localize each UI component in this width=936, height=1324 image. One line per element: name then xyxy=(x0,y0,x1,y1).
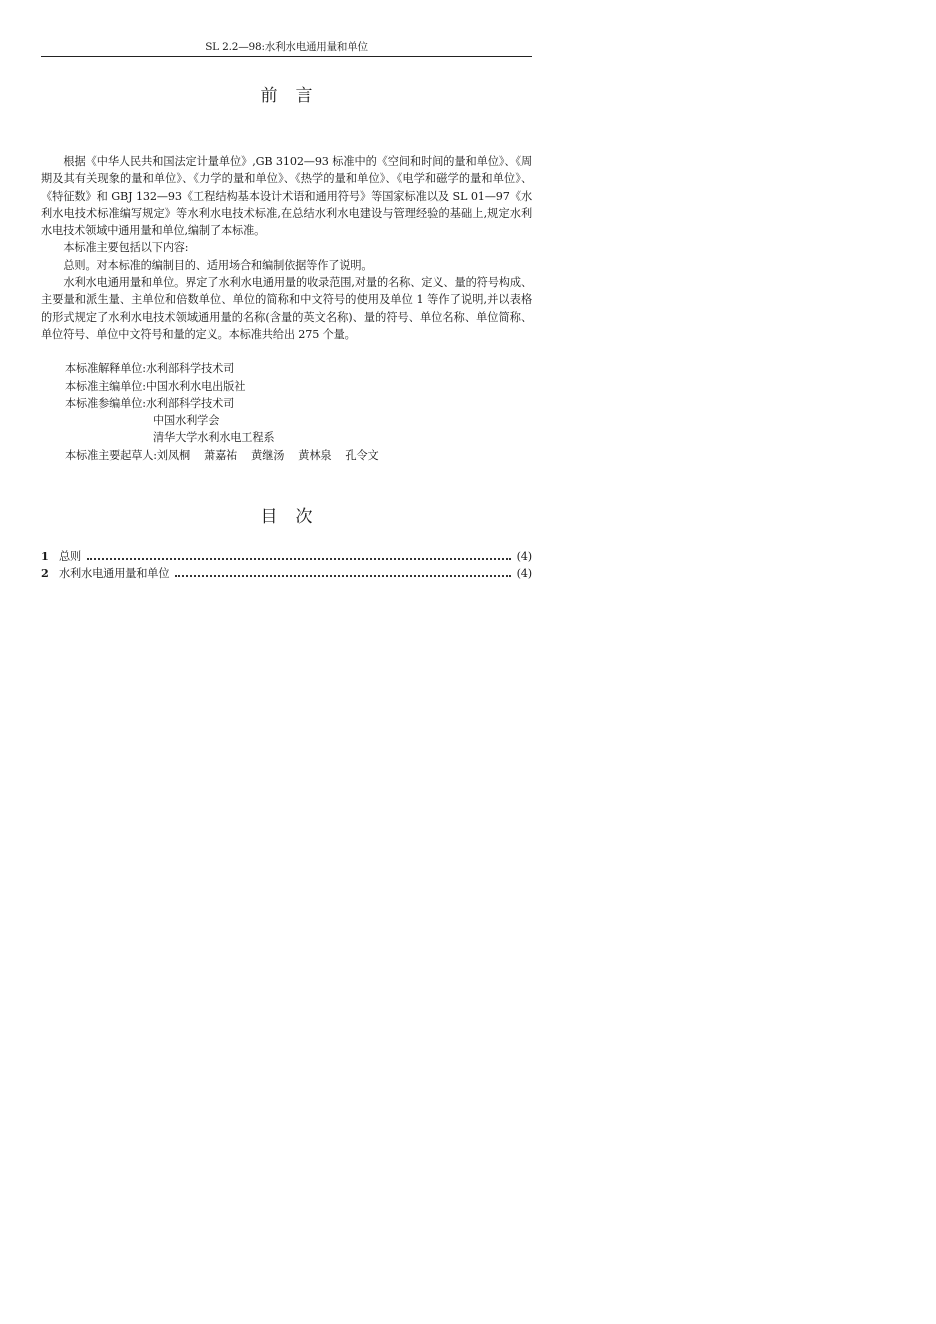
toc-entry-label: 水利水电通用量和单位 xyxy=(59,567,170,581)
preface-body xyxy=(41,153,532,343)
chief-unit-value: 中国水利水电出版社 xyxy=(145,379,246,393)
drafter-name: 刘凤桐 xyxy=(156,448,191,462)
toc-entry-page: (4) xyxy=(516,550,532,564)
preface-paragraph: 根据《中华人民共和国法定计量单位》,GB 3102—93 标准中的《空间和时间的量和单位》、《周期及其有关现象的量和单位》、《力学的量和单位》、《热学的量和单位》、《电学和磁学的量和单位》、《特征数》和 GBJ 132—93《工程结构基本设计术语和通用符号》等国家标准以及 SL 01—97《水利水电技术标准编写规定》等水利水电技术标准,在总结水利水电建设与管理经验的基础上,规定水利水电技术领域中通用量和单位,编制了本标准。 xyxy=(41,155,532,238)
chief-unit-line xyxy=(41,378,532,395)
toc-entry[interactable] xyxy=(41,565,532,582)
toc-entry-number: 1 xyxy=(41,549,49,564)
toc-title-char: 次 xyxy=(295,507,313,528)
preface-title-char: 言 xyxy=(295,86,313,106)
interpreting-unit-line xyxy=(41,360,532,377)
drafters-label: 本标准主要起草人: xyxy=(65,448,157,462)
toc-title-char: 目 xyxy=(260,507,278,528)
running-header: SL 2.2—98:水利水电通用量和单位 xyxy=(41,40,532,57)
preface-title-char: 前 xyxy=(260,86,278,106)
participating-unit-value: 水利部科学技术司 xyxy=(145,396,235,410)
participating-unit-value: 中国水利学会 xyxy=(153,414,220,428)
drafter-name: 萧嘉祐 xyxy=(204,448,238,462)
drafters-line xyxy=(41,447,532,464)
table-of-contents xyxy=(41,548,532,583)
participating-unit-line xyxy=(41,395,532,412)
toc-leader-dots xyxy=(87,558,511,560)
toc-entry-label: 总则 xyxy=(59,550,82,564)
chief-unit-label: 本标准主编单位: xyxy=(65,379,146,393)
toc-leader-dots xyxy=(175,575,510,577)
toc-entry[interactable] xyxy=(41,548,532,565)
document-page xyxy=(41,40,532,583)
toc-entry-number: 2 xyxy=(41,566,49,581)
toc-title xyxy=(41,506,532,528)
toc-entry-page: (4) xyxy=(516,567,532,581)
preface-paragraph: 水利水电通用量和单位。界定了水利水电通用量的收录范围,对量的名称、定义、量的符号构成、主要量和派生量、主单位和倍数单位、单位的简称和中文符号的使用及单位 1 等作了说明,并以表格的形式规定了水利水电技术领域通用量的名称(含量的英文名称)、量的符号、单位名称、单位简称、单位符号、单位中文符号和量的定义。本标准共给出 275 个量。 xyxy=(41,276,532,341)
drafter-name: 黄继汤 xyxy=(251,448,285,462)
preface-paragraph: 本标准主要包括以下内容: xyxy=(63,241,189,255)
participating-unit-value: 清华大学水利水电工程系 xyxy=(153,431,275,445)
interpreting-unit-value: 水利部科学技术司 xyxy=(145,362,235,376)
interpreting-unit-label: 本标准解释单位: xyxy=(65,362,146,376)
preface-paragraph: 总则。对本标准的编制目的、适用场合和编制依据等作了说明。 xyxy=(63,258,373,272)
preface-title xyxy=(41,85,532,107)
responsible-units xyxy=(41,360,532,464)
drafter-name: 黄林泉 xyxy=(298,448,332,462)
participating-unit-label: 本标准参编单位: xyxy=(65,396,146,410)
drafter-name: 孔令文 xyxy=(345,448,379,462)
